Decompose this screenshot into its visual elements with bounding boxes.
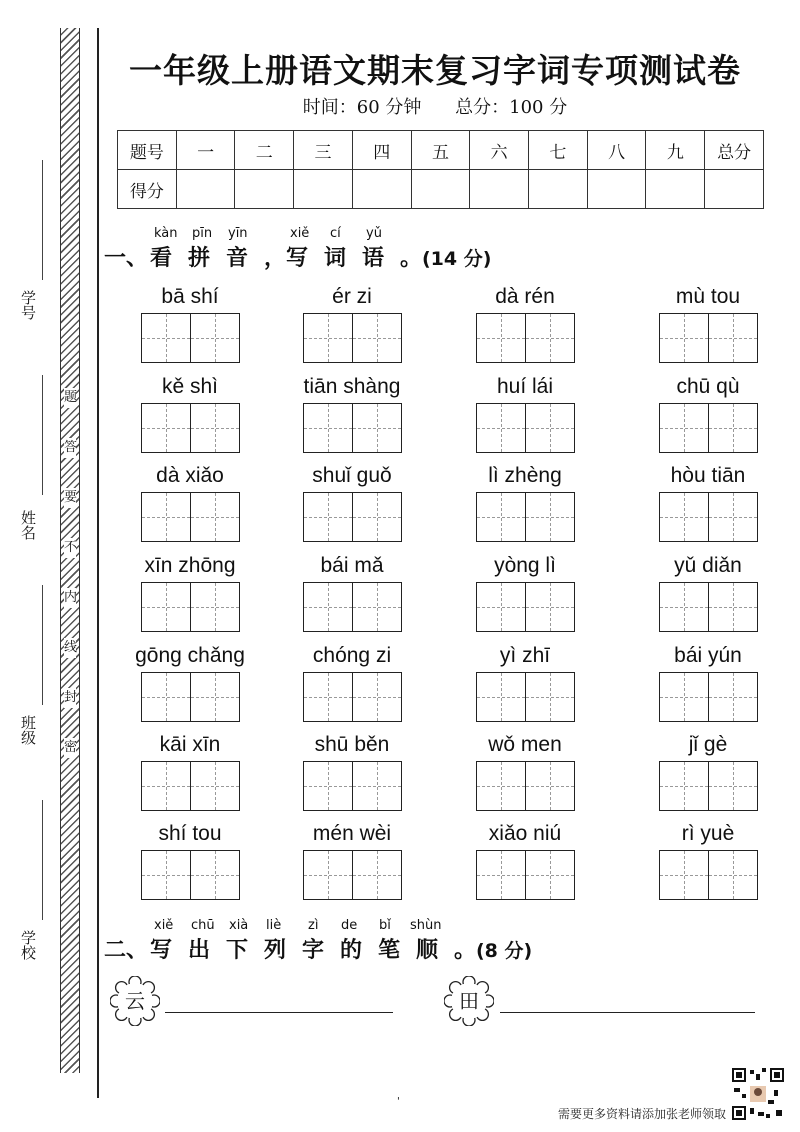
- tianzige-cell[interactable]: [191, 761, 240, 811]
- score-cell: 三: [294, 131, 353, 170]
- tianzige-box: [445, 850, 605, 900]
- tianzige-cell[interactable]: [476, 313, 526, 363]
- pinyin: xiě: [290, 226, 310, 241]
- word-pinyin: bái mǎ: [320, 554, 384, 577]
- title-char: 的: [340, 938, 363, 963]
- word-pinyin: mén wèi: [312, 822, 392, 845]
- word-pinyin: kāi xīn: [159, 733, 221, 756]
- seal-char: 题: [64, 388, 76, 408]
- score-cell: 二: [235, 131, 294, 170]
- tianzige-cell[interactable]: [141, 672, 191, 722]
- binding-line: [97, 28, 99, 1098]
- pinyin: pīn: [192, 226, 213, 241]
- title-char: 语: [362, 246, 385, 271]
- tianzige-cell[interactable]: [353, 313, 402, 363]
- title-char: 。: [400, 246, 423, 271]
- word-item: [110, 731, 270, 811]
- word-item: [272, 731, 432, 811]
- pinyin: shùn: [410, 918, 442, 933]
- tianzige-cell[interactable]: [353, 761, 402, 811]
- title-char: 列: [264, 938, 287, 963]
- tianzige-cell[interactable]: [709, 403, 758, 453]
- tianzige-cell[interactable]: [659, 672, 709, 722]
- score-input-cell[interactable]: [587, 170, 646, 209]
- field-label: 学校: [19, 930, 37, 960]
- tianzige-cell[interactable]: [141, 761, 191, 811]
- title-char: 笔: [378, 938, 401, 963]
- tianzige-cell[interactable]: [526, 313, 575, 363]
- tianzige-box: [445, 403, 605, 453]
- tianzige-box: [272, 403, 432, 453]
- pinyin: bǐ: [379, 918, 391, 933]
- page-title: 一年级上册语文期末复习字词专项测试卷: [129, 51, 741, 90]
- tianzige-box: [272, 492, 432, 542]
- tianzige-cell[interactable]: [303, 582, 353, 632]
- title-char: 顺: [416, 938, 439, 963]
- word-item: [110, 462, 270, 542]
- word-pinyin: kě shì: [161, 375, 219, 398]
- tianzige-cell[interactable]: [141, 313, 191, 363]
- title-char: 写: [286, 246, 309, 271]
- pinyin: cí: [330, 226, 341, 241]
- word-pinyin: dà rén: [495, 285, 555, 308]
- word-item: [628, 820, 788, 900]
- tianzige-cell[interactable]: [659, 492, 709, 542]
- tianzige-cell[interactable]: [526, 492, 575, 542]
- title-char: 词: [324, 246, 347, 271]
- word-item: [628, 642, 788, 722]
- pinyin: kàn: [154, 226, 178, 241]
- score-input-cell[interactable]: [705, 170, 764, 209]
- tianzige-cell[interactable]: [303, 492, 353, 542]
- word-pinyin: gōng chǎng: [135, 644, 245, 667]
- word-item: [110, 283, 270, 363]
- seal-char: 要: [64, 488, 76, 508]
- seal-char: 不: [64, 538, 76, 558]
- tianzige-box: [272, 761, 432, 811]
- tianzige-cell[interactable]: [476, 403, 526, 453]
- word-pinyin: shuǐ guǒ: [312, 464, 392, 487]
- pinyin: xiě: [154, 918, 174, 933]
- section1-title: [104, 241, 491, 272]
- title-char: 写: [150, 938, 173, 963]
- word-item: [272, 820, 432, 900]
- word-pinyin: yǔ diǎn: [674, 554, 742, 577]
- word-pinyin: yì zhī: [499, 644, 551, 667]
- word-pinyin: wǒ men: [488, 733, 562, 756]
- tianzige-cell[interactable]: [709, 672, 758, 722]
- field-line: [42, 375, 43, 495]
- score-cell: 总分: [705, 131, 764, 170]
- title-char: 拼: [188, 246, 211, 271]
- pinyin: de: [341, 918, 358, 933]
- word-pinyin: shū běn: [314, 733, 390, 756]
- field-line: [42, 585, 43, 705]
- tianzige-box: [110, 582, 270, 632]
- tianzige-cell[interactable]: [191, 672, 240, 722]
- pinyin: yīn: [228, 226, 248, 241]
- tianzige-cell[interactable]: [303, 672, 353, 722]
- word-pinyin: jǐ gè: [688, 733, 728, 756]
- word-item: [628, 462, 788, 542]
- word-item: [110, 373, 270, 453]
- score-table-score-row: [118, 170, 764, 209]
- tianzige-box: [628, 403, 788, 453]
- pinyin: liè: [266, 918, 282, 933]
- pinyin: zì: [308, 918, 319, 933]
- field-label: 姓名: [19, 510, 37, 540]
- tianzige-box: [628, 761, 788, 811]
- title-char: 。: [454, 938, 477, 963]
- word-pinyin: rì yuè: [681, 822, 735, 845]
- field-line: [42, 160, 43, 280]
- score-cell: 九: [646, 131, 705, 170]
- title-char: 下: [226, 938, 249, 963]
- tianzige-cell[interactable]: [476, 672, 526, 722]
- word-item: [110, 642, 270, 722]
- tianzige-cell[interactable]: [526, 672, 575, 722]
- word-item: [272, 552, 432, 632]
- seal-char: 封: [64, 688, 76, 708]
- word-item: [272, 462, 432, 542]
- seal-char: 内: [64, 588, 76, 608]
- word-pinyin: mù tou: [675, 285, 741, 308]
- score-table: [117, 130, 764, 209]
- stroke-answer-line[interactable]: [500, 1012, 755, 1013]
- tianzige-cell[interactable]: [303, 403, 353, 453]
- footer-note: 需要更多资料请添加张老师领取: [558, 1107, 727, 1121]
- title-char: 看: [150, 246, 173, 271]
- word-pinyin: ér zi: [332, 285, 372, 308]
- section2-title: [104, 933, 532, 964]
- word-item: [272, 373, 432, 453]
- tianzige-cell[interactable]: [141, 492, 191, 542]
- pinyin: chū: [191, 918, 215, 933]
- tianzige-cell[interactable]: [659, 403, 709, 453]
- score-cell: 八: [587, 131, 646, 170]
- stroke-answer-line[interactable]: [165, 1012, 393, 1013]
- tianzige-cell[interactable]: [191, 850, 240, 900]
- score-cell: 五: [411, 131, 470, 170]
- tianzige-cell[interactable]: [353, 672, 402, 722]
- tianzige-cell[interactable]: [526, 850, 575, 900]
- tianzige-box: [110, 313, 270, 363]
- title-char: 音: [226, 246, 249, 271]
- tianzige-cell[interactable]: [191, 582, 240, 632]
- word-pinyin: yòng lì: [494, 554, 556, 577]
- word-pinyin: chóng zi: [312, 644, 392, 667]
- title-char: 字: [302, 938, 325, 963]
- word-pinyin: xīn zhōng: [144, 554, 236, 577]
- stroke-char: 云: [125, 989, 145, 1013]
- tianzige-box: [110, 403, 270, 453]
- score-input-cell[interactable]: [470, 170, 529, 209]
- tianzige-cell[interactable]: [191, 313, 240, 363]
- field-label: 学号: [19, 290, 37, 320]
- field-label: 班级: [19, 715, 37, 745]
- word-item: [272, 283, 432, 363]
- score-input-cell[interactable]: [529, 170, 588, 209]
- score-input-cell[interactable]: [294, 170, 353, 209]
- word-pinyin: hòu tiān: [670, 464, 746, 487]
- tianzige-cell[interactable]: [659, 582, 709, 632]
- word-item: [445, 283, 605, 363]
- stroke-char: 田: [459, 989, 479, 1013]
- tianzige-cell[interactable]: [476, 761, 526, 811]
- score-cell: 七: [529, 131, 588, 170]
- section-score: (14 分): [422, 248, 492, 270]
- word-item: [272, 642, 432, 722]
- tianzige-cell[interactable]: [303, 761, 353, 811]
- tianzige-cell[interactable]: [191, 492, 240, 542]
- word-item: [445, 642, 605, 722]
- tianzige-box: [110, 672, 270, 722]
- page-mark: ': [397, 1096, 400, 1107]
- tianzige-cell[interactable]: [659, 850, 709, 900]
- tianzige-cell[interactable]: [191, 403, 240, 453]
- pinyin: xià: [229, 918, 249, 933]
- word-pinyin: bái yún: [674, 644, 742, 667]
- tianzige-box: [628, 313, 788, 363]
- word-pinyin: dà xiǎo: [156, 464, 224, 487]
- tianzige-cell[interactable]: [476, 582, 526, 632]
- tianzige-cell[interactable]: [526, 761, 575, 811]
- tianzige-cell[interactable]: [526, 582, 575, 632]
- word-pinyin: huí lái: [496, 375, 554, 398]
- field-school: [18, 930, 39, 960]
- tianzige-cell[interactable]: [353, 850, 402, 900]
- tianzige-box: [628, 850, 788, 900]
- word-item: [110, 552, 270, 632]
- tianzige-box: [272, 313, 432, 363]
- word-item: [628, 373, 788, 453]
- tianzige-box: [110, 761, 270, 811]
- tianzige-box: [445, 761, 605, 811]
- seal-char: 密: [64, 738, 76, 758]
- tianzige-cell[interactable]: [709, 492, 758, 542]
- score-cell: 六: [470, 131, 529, 170]
- score-cell: 题号: [118, 131, 177, 170]
- word-item: [628, 731, 788, 811]
- field-name: [18, 510, 39, 540]
- total-score: 总分：100 分: [455, 97, 568, 118]
- score-input-cell[interactable]: [176, 170, 235, 209]
- tianzige-cell[interactable]: [476, 850, 526, 900]
- tianzige-cell[interactable]: [141, 582, 191, 632]
- score-table-header-row: [118, 131, 764, 170]
- word-item: [628, 552, 788, 632]
- word-item: [445, 820, 605, 900]
- word-item: [445, 731, 605, 811]
- tianzige-cell[interactable]: [709, 850, 758, 900]
- tianzige-cell[interactable]: [709, 582, 758, 632]
- section-number: 一、: [104, 246, 149, 271]
- word-item: [445, 373, 605, 453]
- score-cell: 得分: [118, 170, 177, 209]
- word-pinyin: tiān shàng: [303, 375, 401, 398]
- section-score: (8 分): [476, 940, 533, 962]
- tianzige-box: [445, 492, 605, 542]
- tianzige-box: [628, 582, 788, 632]
- tianzige-cell[interactable]: [476, 492, 526, 542]
- qr-code-icon: [730, 1066, 786, 1122]
- score-cell: 四: [352, 131, 411, 170]
- tianzige-cell[interactable]: [303, 850, 353, 900]
- score-input-cell[interactable]: [646, 170, 705, 209]
- tianzige-box: [445, 582, 605, 632]
- tianzige-cell[interactable]: [353, 403, 402, 453]
- tianzige-cell[interactable]: [353, 582, 402, 632]
- tianzige-box: [272, 672, 432, 722]
- tianzige-cell[interactable]: [659, 761, 709, 811]
- word-item: [110, 820, 270, 900]
- score-input-cell[interactable]: [352, 170, 411, 209]
- score-input-cell[interactable]: [411, 170, 470, 209]
- time-limit: 时间：60 分钟: [302, 97, 422, 118]
- tianzige-cell[interactable]: [303, 313, 353, 363]
- tianzige-cell[interactable]: [353, 492, 402, 542]
- field-student-id: [18, 290, 39, 320]
- tianzige-box: [445, 672, 605, 722]
- title-char: 出: [188, 938, 211, 963]
- score-cell: 一: [176, 131, 235, 170]
- word-item: [445, 552, 605, 632]
- word-item: [628, 283, 788, 363]
- tianzige-box: [272, 582, 432, 632]
- tianzige-cell[interactable]: [526, 403, 575, 453]
- seal-char: 线: [64, 638, 76, 658]
- tianzige-cell[interactable]: [141, 403, 191, 453]
- tianzige-box: [628, 672, 788, 722]
- tianzige-box: [628, 492, 788, 542]
- tianzige-cell[interactable]: [141, 850, 191, 900]
- tianzige-box: [272, 850, 432, 900]
- word-pinyin: shí tou: [158, 822, 222, 845]
- tianzige-box: [110, 492, 270, 542]
- word-pinyin: chū qù: [676, 375, 740, 398]
- field-line: [42, 800, 43, 920]
- word-item: [445, 462, 605, 542]
- word-pinyin: lì zhèng: [488, 464, 562, 487]
- score-input-cell[interactable]: [235, 170, 294, 209]
- exam-info: [115, 93, 755, 119]
- tianzige-cell[interactable]: [709, 313, 758, 363]
- title-char: ，: [264, 246, 287, 271]
- tianzige-cell[interactable]: [709, 761, 758, 811]
- section-number: 二、: [104, 938, 149, 963]
- seal-char: 答: [64, 438, 76, 458]
- tianzige-box: [110, 850, 270, 900]
- pinyin: yǔ: [366, 226, 382, 241]
- tianzige-cell[interactable]: [659, 313, 709, 363]
- word-pinyin: bā shí: [161, 285, 219, 308]
- word-pinyin: xiǎo niú: [488, 822, 562, 845]
- tianzige-box: [445, 313, 605, 363]
- field-class: [18, 715, 39, 745]
